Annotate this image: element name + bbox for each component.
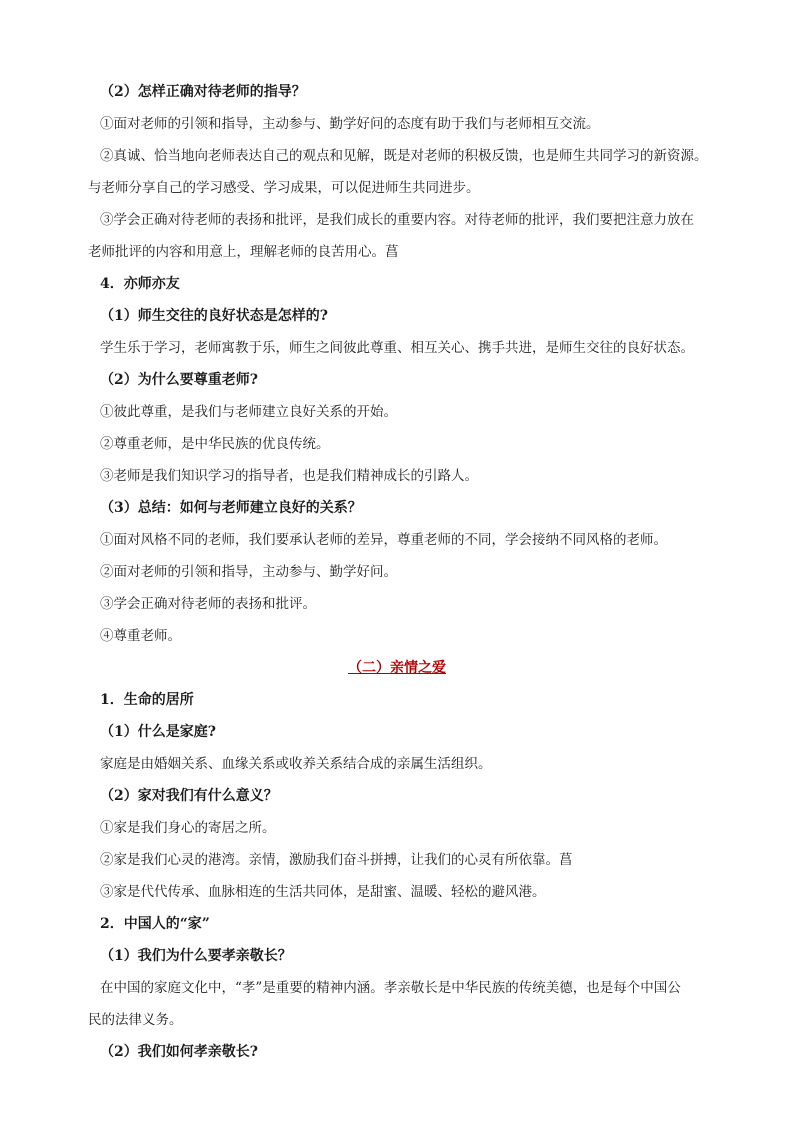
paragraph-line: 学生乐于学习，老师寓教于乐，师生之间彼此尊重、相互关心、携手共进，是师生交往的良好状态。 bbox=[100, 340, 694, 356]
paragraph-line: ③学会正确对待老师的表扬和批评。 bbox=[100, 596, 316, 612]
question-heading: （1）我们为什么要孝亲敬长？ bbox=[100, 948, 292, 964]
paragraph-line: 民的法律义务。 bbox=[88, 1012, 183, 1028]
paragraph-line: ②家是我们心灵的港湾。亲情，激励我们奋斗拼搏，让我们的心灵有所依靠。菖 bbox=[100, 852, 573, 868]
question-heading: （2）怎样正确对待老师的指导？ bbox=[100, 84, 306, 100]
paragraph-line: ④尊重老师。 bbox=[100, 628, 181, 644]
paragraph-line: 家庭是由婚姻关系、血缘关系或收养关系结合成的亲属生活组织。 bbox=[100, 756, 492, 772]
paragraph-line: ①面对风格不同的老师，我们要承认老师的差异，尊重老师的不同，学会接纳不同风格的老师。 bbox=[100, 532, 667, 548]
paragraph-line: ③老师是我们知识学习的指导者，也是我们精神成长的引路人。 bbox=[100, 468, 478, 484]
paragraph-line: ②真诚、恰当地向老师表达自己的观点和见解，既是对老师的积极反馈，也是师生共同学习的新资源。 bbox=[100, 148, 708, 164]
question-heading: （2）家对我们有什么意义？ bbox=[100, 788, 278, 804]
paragraph-line: ①彼此尊重，是我们与老师建立良好关系的开始。 bbox=[100, 404, 397, 420]
paragraph-line: ①面对老师的引领和指导，主动参与、勤学好问的态度有助于我们与老师相互交流。 bbox=[100, 116, 600, 132]
paragraph-line: ②面对老师的引领和指导，主动参与、勤学好问。 bbox=[100, 564, 397, 580]
paragraph-line: ③学会正确对待老师的表扬和批评，是我们成长的重要内容。对待老师的批评，我们要把注意力放在 bbox=[100, 212, 694, 228]
question-heading: （1）师生交往的良好状态是怎样的? bbox=[100, 308, 328, 324]
question-heading: （2）我们如何孝亲敬长? bbox=[100, 1044, 258, 1060]
paragraph-line: 老师批评的内容和用意上，理解老师的良苦用心。菖 bbox=[88, 244, 399, 260]
paragraph-line: 在中国的家庭文化中，“孝”是重要的精神内涵。孝亲敬长是中华民族的传统美德，也是每个中国公 bbox=[100, 980, 681, 996]
paragraph-line: ③家是代代传承、血脉相连的生活共同体，是甜蜜、温暖、轻松的避风港。 bbox=[100, 884, 546, 900]
paragraph-line: ②尊重老师，是中华民族的优良传统。 bbox=[100, 436, 330, 452]
section-heading: 4．亦师亦友 bbox=[100, 276, 180, 292]
question-heading: （2）为什么要尊重老师? bbox=[100, 372, 258, 388]
section-heading: 2．中国人的“家” bbox=[100, 916, 210, 932]
section-heading: 1．生命的居所 bbox=[100, 692, 194, 708]
question-heading: （3）总结：如何与老师建立良好的关系？ bbox=[100, 500, 362, 516]
question-heading: （1）什么是家庭? bbox=[100, 724, 216, 740]
section-title-link[interactable]: （二）亲情之爱 bbox=[348, 660, 446, 676]
paragraph-line: 与老师分享自己的学习感受、学习成果，可以促进师生共同进步。 bbox=[88, 180, 480, 196]
paragraph-line: ①家是我们身心的寄居之所。 bbox=[100, 820, 276, 836]
